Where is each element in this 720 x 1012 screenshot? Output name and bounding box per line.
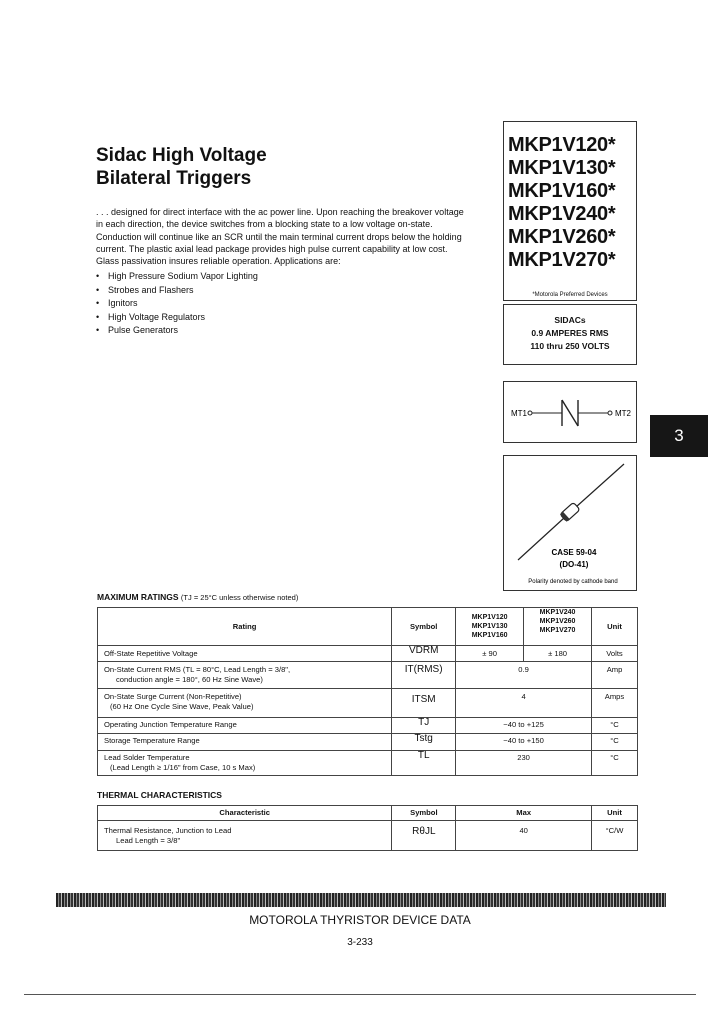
rating-cell: Off-State Repetitive Voltage (98, 646, 392, 662)
rating-line: (Lead Length ≥ 1/16" from Case, 10 s Max) (110, 762, 256, 772)
thermal-heading: THERMAL CHARACTERISTICS (97, 790, 222, 800)
case-number: CASE 59-04 (551, 548, 597, 557)
rating-cell (98, 662, 392, 689)
spec-line-2: 0.9 AMPERES RMS (531, 328, 609, 338)
table-row (98, 646, 638, 662)
package-outline-box (503, 455, 637, 591)
table-row (98, 734, 638, 751)
intro-paragraph: . . . designed for direct interface with the ac power line. Upon reaching the breakover voltage in each direction, the device switches from a blocking state to a low voltage on-state. Conduction will continue like an SCR until the main terminal current drops below the holding current. The plastic axial lead package provides high pulse current capability at low cost. Glass passivation insures reliable operation. Applications are: (96, 207, 464, 267)
rating-cell (98, 751, 392, 776)
col-rating: Rating (98, 608, 392, 646)
max-ratings-title: MAXIMUM RATINGS (97, 592, 179, 602)
rating-line: Lead Solder Temperature (104, 753, 190, 762)
polarity-note: Polarity denoted by cathode band (528, 579, 618, 585)
table-row (98, 662, 638, 689)
list-item: • Pulse Generators (96, 324, 258, 338)
table-header-row (98, 608, 638, 646)
page-number: 3-233 (347, 937, 373, 948)
preferred-devices-note: *Motorola Preferred Devices (532, 292, 608, 298)
table-row (98, 821, 638, 851)
table-row (98, 751, 638, 776)
group2-part: MKP1V240 (539, 609, 576, 616)
unit-cell: °C/W (592, 821, 638, 851)
mt1-label: MT1 (511, 409, 527, 418)
max-ratings-table (97, 607, 638, 776)
symbol-cell: VDRM (392, 646, 456, 662)
list-item: • High Voltage Regulators (96, 311, 258, 325)
characteristic-line: Thermal Resistance, Junction to Lead (104, 826, 232, 835)
section-tab: 3 (650, 415, 708, 457)
rating-line: (60 Hz One Cycle Sine Wave, Peak Value) (110, 701, 254, 711)
bottom-rule (24, 994, 696, 995)
value-cell: ± 180 (524, 646, 592, 662)
value-cell: 230 (456, 751, 592, 776)
rating-cell (98, 689, 392, 718)
rating-cell: Operating Junction Temperature Range (98, 718, 392, 734)
title-line-1: Sidac High Voltage (96, 145, 267, 166)
page-title (96, 144, 267, 190)
value-cell: 40 (456, 821, 592, 851)
rating-line: On-State Current RMS (TL = 80°C, Lead Length = 3/8", (104, 665, 291, 674)
characteristic-cell (98, 821, 392, 851)
mt2-label: MT2 (615, 409, 631, 418)
col-unit: Unit (592, 608, 638, 646)
symbol-cell: ITSM (392, 689, 456, 718)
symbol-cell: IT(RMS) (392, 662, 456, 689)
table-header-row (98, 806, 638, 821)
title-line-2: Bilateral Triggers (96, 168, 252, 189)
group2-part: MKP1V260 (539, 618, 576, 625)
group2-part: MKP1V270 (539, 627, 576, 634)
unit-cell: Amps (592, 689, 638, 718)
axial-lead-package-icon (504, 456, 638, 592)
rating-line: On-State Surge Current (Non-Repetitive) (104, 692, 242, 701)
unit-cell: °C (592, 718, 638, 734)
col-characteristic: Characteristic (98, 806, 392, 821)
part-number: MKP1V260* (508, 226, 616, 248)
group1-part: MKP1V160 (471, 632, 508, 639)
table-row (98, 689, 638, 718)
max-ratings-heading (97, 592, 298, 602)
spec-summary-box (503, 304, 637, 365)
symbol-cell: Tstg (392, 734, 456, 751)
rating-cell: Storage Temperature Range (98, 734, 392, 751)
list-item: • High Pressure Sodium Vapor Lighting (96, 270, 258, 284)
symbol-cell: RθJL (392, 821, 456, 851)
applications-list (96, 270, 258, 338)
max-ratings-condition: (TJ = 25°C unless otherwise noted) (180, 593, 299, 602)
value-cell: 4 (456, 689, 592, 718)
part-number-box (503, 121, 637, 301)
schematic-symbol-box (503, 381, 637, 443)
col-max: Max (456, 806, 592, 821)
table-row (98, 718, 638, 734)
group1-part: MKP1V120 (471, 614, 508, 621)
value-cell: ± 90 (456, 646, 524, 662)
part-number: MKP1V270* (508, 249, 616, 271)
part-number: MKP1V120* (508, 134, 616, 156)
unit-cell: °C (592, 734, 638, 751)
list-item: • Ignitors (96, 297, 258, 311)
rating-line: conduction angle = 180°, 60 Hz Sine Wave) (116, 674, 263, 684)
part-number: MKP1V240* (508, 203, 616, 225)
thermal-table (97, 805, 638, 851)
value-cell: −40 to +125 (456, 718, 592, 734)
unit-cell: °C (592, 751, 638, 776)
col-group-1 (456, 608, 524, 646)
value-cell: −40 to +150 (456, 734, 592, 751)
spec-line-1: SIDACs (554, 315, 586, 325)
value-cell: 0.9 (456, 662, 592, 689)
part-number: MKP1V130* (508, 157, 616, 179)
characteristic-line: Lead Length = 3/8" (116, 835, 181, 845)
col-symbol: Symbol (392, 608, 456, 646)
part-number: MKP1V160* (508, 180, 616, 202)
list-item: • Strobes and Flashers (96, 284, 258, 298)
footer-title: MOTOROLA THYRISTOR DEVICE DATA (249, 913, 471, 927)
spec-line-3: 110 thru 250 VOLTS (530, 341, 610, 351)
sidac-symbol-icon (504, 382, 638, 444)
footer-rule (56, 893, 666, 907)
case-package: (DO-41) (559, 560, 589, 569)
unit-cell: Amp (592, 662, 638, 689)
group1-part: MKP1V130 (471, 623, 508, 630)
symbol-cell: TJ (392, 718, 456, 734)
symbol-cell: TL (392, 751, 456, 776)
unit-cell: Volts (592, 646, 638, 662)
col-unit: Unit (592, 806, 638, 821)
col-symbol: Symbol (392, 806, 456, 821)
col-group-2 (524, 608, 592, 646)
